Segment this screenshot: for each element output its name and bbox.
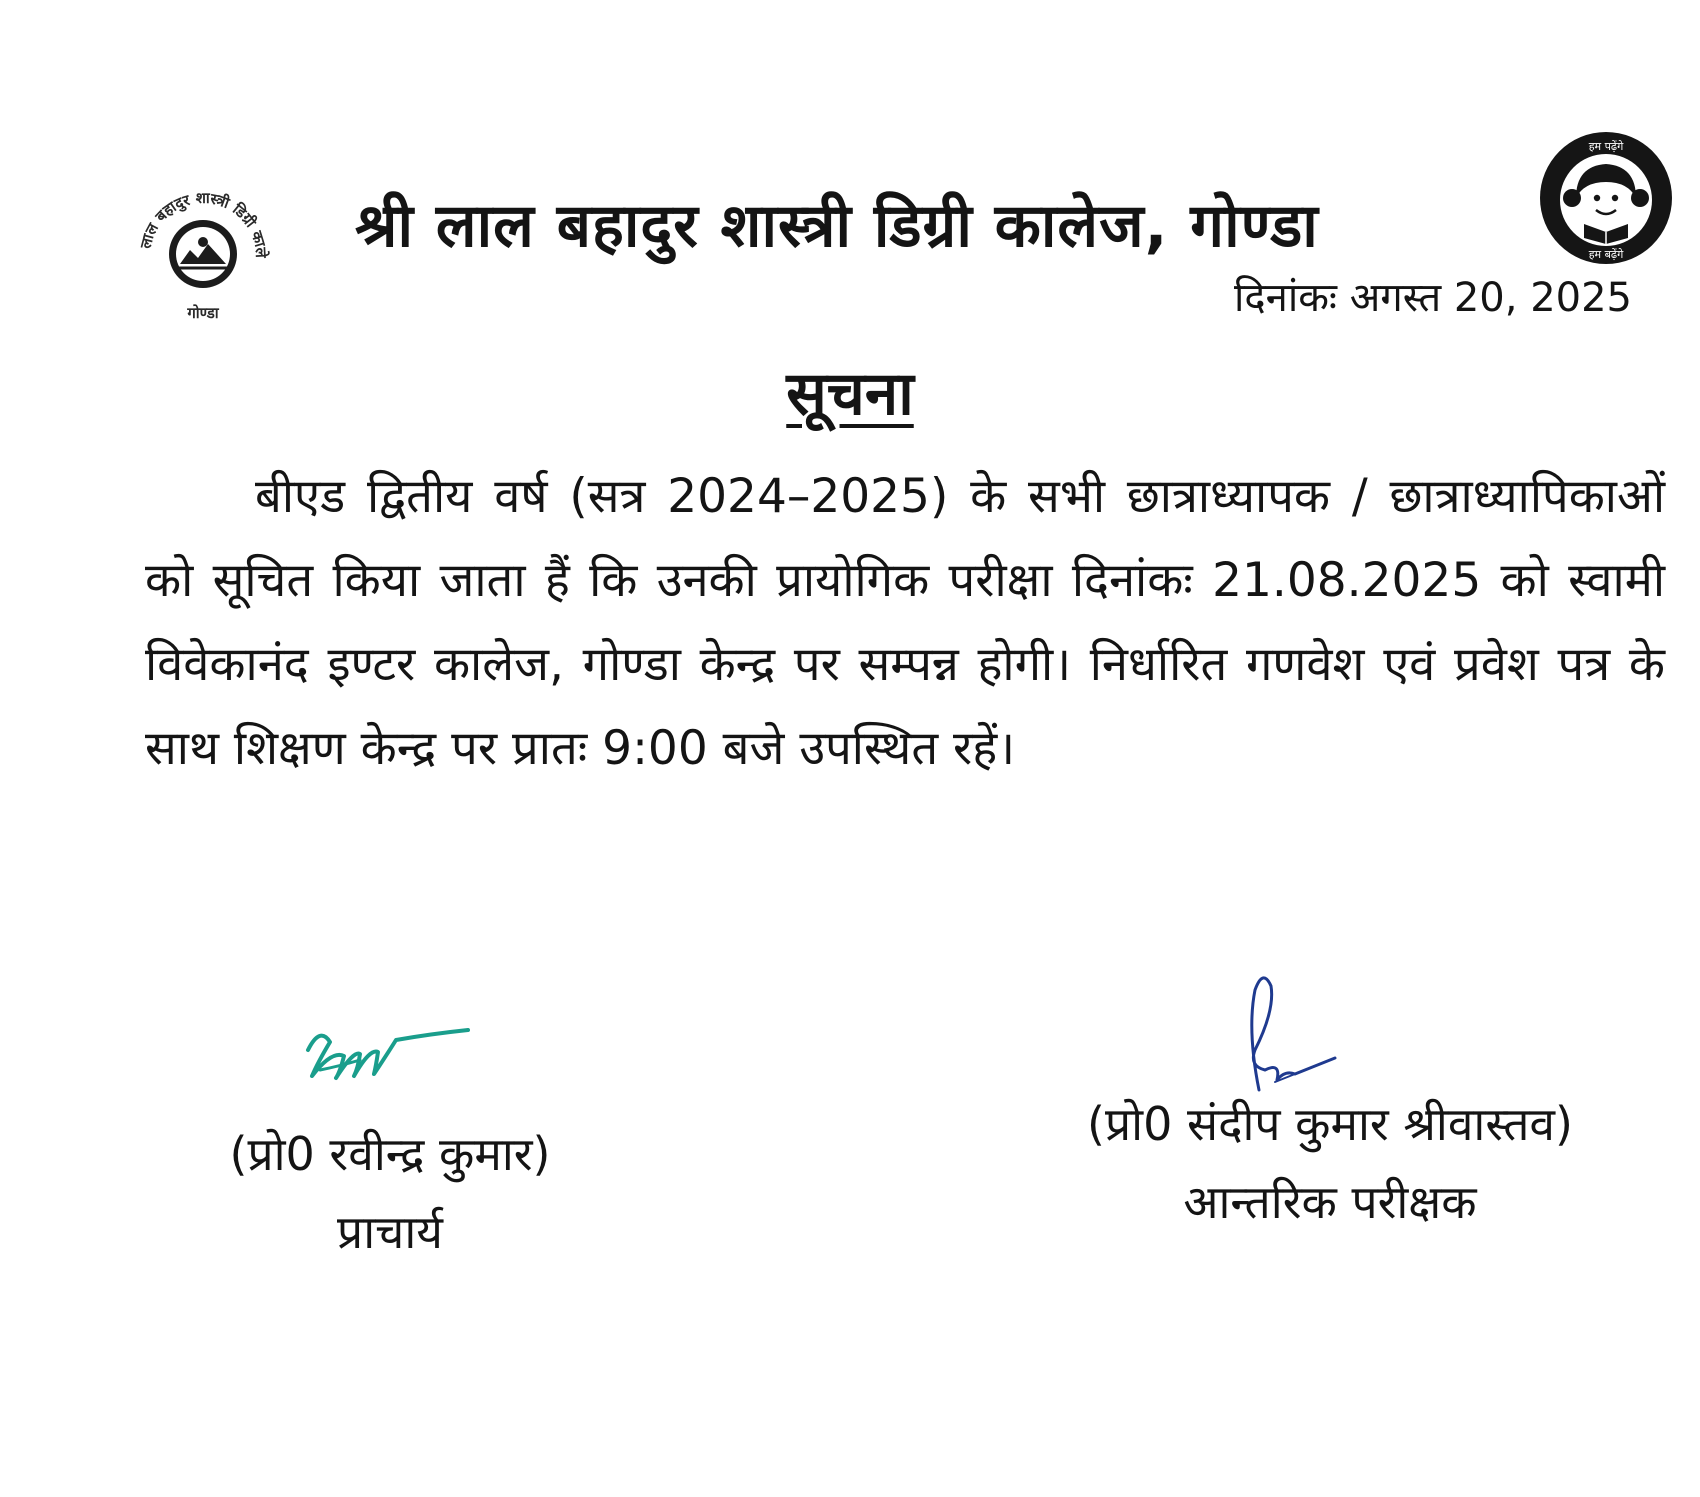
principal-signatory bbox=[180, 1115, 600, 1271]
examiner-designation: आन्तरिक परीक्षक bbox=[1183, 1175, 1477, 1229]
notice-date: दिनांकः अगस्त 20, 2025 bbox=[1234, 275, 1632, 321]
examiner-signatory bbox=[1020, 1085, 1640, 1241]
principal-name: (प्रो0 रवीन्द्र कुमार) bbox=[229, 1127, 551, 1181]
girl-reading-emblem-icon bbox=[1536, 128, 1676, 268]
examiner-name: (प्रो0 संदीप कुमार श्रीवास्तव) bbox=[1087, 1097, 1573, 1151]
principal-designation: प्राचार्य bbox=[337, 1205, 443, 1259]
emblem-bottom-text: गोण्डा bbox=[187, 304, 219, 322]
notice-heading-text: सूचना bbox=[786, 359, 914, 429]
emblem-bottom-text-right: हम बढ़ेंगे bbox=[1588, 248, 1624, 261]
principal-signature bbox=[300, 1020, 470, 1100]
notice-body: बीएड द्वितीय वर्ष (सत्र 2024–2025) के सभी छात्राध्यापक / छात्राध्यापिकाओं को सूचित किया जाता हैं कि उनकी प्रायोगिक परीक्षा दिनांकः 21.08.2025 को स्वामी विवेकानंद इण्टर कालेज, गोण्डा केन्द्र पर सम्पन्न होगी। निर्धारित गणवेश एवं प्रवेश पत्र के साथ शिक्षण केन्द्र पर प्रातः 9:00 बजे उपस्थित रहें। bbox=[145, 469, 1665, 776]
girl-education-logo bbox=[1536, 128, 1676, 268]
college-emblem-icon bbox=[128, 178, 278, 328]
college-name-title: श्री लाल बहादुर शास्त्री डिग्री कालेज, गोण्डा bbox=[355, 191, 1319, 261]
college-emblem-logo bbox=[128, 178, 278, 328]
emblem-arc-text: लाल बहादुर शास्त्री डिग्री काले bbox=[136, 188, 271, 259]
emblem-top-text: हम पढ़ेंगे bbox=[1588, 140, 1624, 153]
notice-heading bbox=[0, 350, 1700, 432]
